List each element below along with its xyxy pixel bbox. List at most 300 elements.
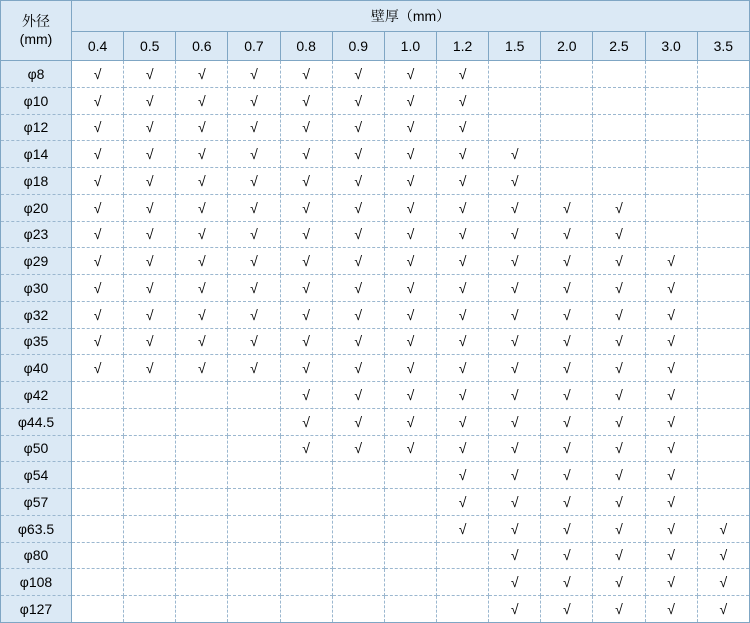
availability-cell-empty (384, 569, 436, 596)
check-icon: √ (667, 279, 675, 296)
row-header-diameter: φ42 (1, 382, 72, 409)
check-icon: √ (250, 119, 258, 136)
availability-cell-checked (280, 168, 332, 195)
availability-cell-empty (332, 462, 384, 489)
check-icon: √ (302, 199, 310, 216)
availability-cell-checked (541, 435, 593, 462)
availability-cell-checked (645, 596, 697, 623)
check-icon: √ (615, 333, 623, 350)
availability-cell-checked (228, 114, 280, 141)
availability-cell-checked (332, 194, 384, 221)
availability-cell-checked (697, 596, 749, 623)
availability-cell-checked (332, 141, 384, 168)
availability-cell-checked (645, 408, 697, 435)
availability-cell-checked (436, 114, 488, 141)
availability-cell-checked (541, 462, 593, 489)
availability-cell-checked (124, 301, 176, 328)
check-icon: √ (458, 146, 467, 163)
check-icon: √ (510, 440, 519, 457)
availability-cell-checked (332, 435, 384, 462)
availability-cell-checked (384, 355, 436, 382)
availability-cell-empty (228, 596, 280, 623)
check-icon: √ (354, 146, 363, 163)
check-icon: √ (615, 386, 623, 403)
row-header-diameter: φ10 (1, 87, 72, 114)
availability-cell-checked (489, 221, 541, 248)
availability-cell-checked (593, 248, 645, 275)
column-header-thickness: 3.5 (697, 32, 749, 61)
check-icon: √ (406, 172, 415, 189)
availability-cell-empty (72, 596, 124, 623)
check-icon: √ (354, 172, 363, 189)
table-row (1, 489, 750, 516)
check-icon: √ (667, 306, 675, 323)
availability-cell-checked (332, 61, 384, 88)
check-icon: √ (354, 199, 363, 216)
availability-cell-empty (384, 462, 436, 489)
column-header-thickness: 1.5 (489, 32, 541, 61)
availability-cell-empty (124, 596, 176, 623)
availability-cell-checked (280, 275, 332, 302)
column-header-thickness: 2.0 (541, 32, 593, 61)
row-header-diameter: φ23 (1, 221, 72, 248)
availability-cell-checked (593, 596, 645, 623)
row-header-diameter: φ40 (1, 355, 72, 382)
availability-cell-empty (280, 542, 332, 569)
check-icon: √ (145, 279, 154, 296)
check-icon: √ (302, 226, 310, 243)
availability-cell-empty (332, 515, 384, 542)
availability-cell-empty (697, 87, 749, 114)
availability-cell-checked (228, 141, 280, 168)
availability-cell-empty (228, 462, 280, 489)
check-icon: √ (458, 493, 467, 510)
availability-cell-checked (593, 221, 645, 248)
table-row (1, 328, 750, 355)
availability-cell-empty (697, 114, 749, 141)
availability-cell-checked (541, 489, 593, 516)
availability-cell-checked (280, 114, 332, 141)
availability-cell-checked (436, 515, 488, 542)
check-icon: √ (198, 92, 206, 109)
check-icon: √ (406, 65, 415, 82)
check-icon: √ (302, 306, 310, 323)
availability-cell-checked (280, 435, 332, 462)
availability-cell-checked (176, 275, 228, 302)
check-icon: √ (198, 253, 206, 270)
availability-cell-empty (645, 141, 697, 168)
availability-cell-empty (541, 87, 593, 114)
check-icon: √ (615, 547, 623, 564)
check-icon: √ (510, 226, 519, 243)
table-row (1, 462, 750, 489)
availability-cell-checked (124, 328, 176, 355)
check-icon: √ (250, 253, 258, 270)
table-row (1, 114, 750, 141)
check-icon: √ (406, 333, 415, 350)
availability-cell-checked (645, 382, 697, 409)
availability-cell-checked (384, 168, 436, 195)
availability-cell-checked (645, 301, 697, 328)
table-row (1, 141, 750, 168)
availability-cell-checked (384, 87, 436, 114)
check-icon: √ (510, 306, 519, 323)
check-icon: √ (354, 253, 363, 270)
availability-cell-checked (280, 141, 332, 168)
row-header-diameter: φ29 (1, 248, 72, 275)
availability-cell-checked (436, 275, 488, 302)
table-row (1, 435, 750, 462)
availability-cell-empty (593, 61, 645, 88)
row-header-diameter: φ54 (1, 462, 72, 489)
check-icon: √ (615, 467, 623, 484)
column-header-thickness: 0.6 (176, 32, 228, 61)
check-icon: √ (250, 306, 258, 323)
check-icon: √ (458, 386, 467, 403)
check-icon: √ (667, 253, 675, 270)
check-icon: √ (198, 65, 206, 82)
availability-cell-checked (228, 275, 280, 302)
row-header-diameter: φ108 (1, 569, 72, 596)
availability-cell-empty (124, 542, 176, 569)
check-icon: √ (615, 253, 623, 270)
availability-cell-checked (228, 87, 280, 114)
availability-cell-empty (72, 542, 124, 569)
availability-cell-checked (541, 382, 593, 409)
check-icon: √ (302, 279, 310, 296)
availability-cell-checked (280, 408, 332, 435)
availability-cell-checked (176, 328, 228, 355)
check-icon: √ (615, 199, 623, 216)
availability-cell-checked (645, 515, 697, 542)
availability-cell-checked (489, 435, 541, 462)
check-icon: √ (458, 253, 467, 270)
availability-cell-checked (72, 87, 124, 114)
availability-cell-empty (436, 596, 488, 623)
availability-cell-checked (280, 355, 332, 382)
availability-cell-empty (176, 382, 228, 409)
availability-cell-checked (72, 194, 124, 221)
availability-cell-empty (176, 408, 228, 435)
availability-cell-checked (124, 221, 176, 248)
availability-cell-checked (489, 382, 541, 409)
check-icon: √ (93, 253, 102, 270)
check-icon: √ (406, 360, 415, 377)
availability-cell-checked (332, 87, 384, 114)
availability-cell-checked (436, 194, 488, 221)
availability-cell-checked (645, 248, 697, 275)
check-icon: √ (562, 440, 571, 457)
row-header-diameter: φ12 (1, 114, 72, 141)
check-icon: √ (562, 574, 571, 591)
availability-cell-checked (280, 87, 332, 114)
availability-cell-empty (228, 489, 280, 516)
check-icon: √ (458, 520, 467, 537)
check-icon: √ (354, 360, 363, 377)
corner-header-line2: (mm) (19, 30, 53, 47)
availability-cell-checked (384, 194, 436, 221)
check-icon: √ (562, 493, 571, 510)
column-header-thickness: 0.9 (332, 32, 384, 61)
header-row-thickness (1, 32, 750, 61)
row-header-diameter: φ44.5 (1, 408, 72, 435)
check-icon: √ (198, 226, 206, 243)
check-icon: √ (93, 360, 102, 377)
availability-cell-empty (697, 221, 749, 248)
availability-cell-empty (124, 408, 176, 435)
availability-cell-checked (541, 248, 593, 275)
availability-cell-empty (541, 61, 593, 88)
check-icon: √ (458, 279, 467, 296)
availability-cell-checked (436, 435, 488, 462)
check-icon: √ (562, 199, 571, 216)
check-icon: √ (562, 306, 571, 323)
check-icon: √ (562, 601, 571, 617)
table-header (1, 1, 750, 61)
check-icon: √ (615, 360, 623, 377)
availability-cell-checked (489, 542, 541, 569)
availability-cell-empty (228, 435, 280, 462)
check-icon: √ (93, 146, 102, 163)
availability-cell-checked (541, 328, 593, 355)
availability-cell-empty (645, 87, 697, 114)
check-icon: √ (458, 413, 467, 430)
check-icon: √ (302, 119, 310, 136)
availability-cell-empty (332, 596, 384, 623)
check-icon: √ (93, 226, 102, 243)
availability-cell-checked (489, 328, 541, 355)
availability-cell-empty (697, 328, 749, 355)
check-icon: √ (510, 493, 519, 510)
availability-cell-checked (436, 141, 488, 168)
availability-cell-empty (593, 168, 645, 195)
availability-cell-checked (176, 114, 228, 141)
check-icon: √ (458, 360, 467, 377)
table-row (1, 61, 750, 88)
row-header-diameter: φ20 (1, 194, 72, 221)
availability-cell-checked (384, 328, 436, 355)
check-icon: √ (302, 440, 310, 457)
availability-cell-checked (489, 301, 541, 328)
availability-cell-checked (176, 221, 228, 248)
check-icon: √ (250, 360, 258, 377)
availability-cell-checked (384, 408, 436, 435)
check-icon: √ (615, 226, 623, 243)
availability-cell-checked (384, 61, 436, 88)
row-header-diameter: φ18 (1, 168, 72, 195)
check-icon: √ (406, 306, 415, 323)
availability-cell-checked (593, 194, 645, 221)
availability-cell-empty (645, 194, 697, 221)
check-icon: √ (145, 92, 154, 109)
check-icon: √ (510, 574, 519, 591)
check-icon: √ (354, 226, 363, 243)
availability-cell-checked (593, 301, 645, 328)
row-header-diameter: φ80 (1, 542, 72, 569)
check-icon: √ (615, 601, 623, 617)
check-icon: √ (562, 520, 571, 537)
availability-cell-checked (489, 355, 541, 382)
check-icon: √ (615, 493, 623, 510)
check-icon: √ (250, 146, 258, 163)
availability-cell-empty (176, 462, 228, 489)
availability-cell-checked (645, 355, 697, 382)
check-icon: √ (458, 306, 467, 323)
check-icon: √ (145, 172, 154, 189)
availability-cell-checked (489, 489, 541, 516)
check-icon: √ (198, 279, 206, 296)
check-icon: √ (145, 65, 154, 82)
availability-cell-empty (697, 194, 749, 221)
availability-cell-checked (541, 569, 593, 596)
availability-cell-checked (593, 382, 645, 409)
check-icon: √ (510, 279, 519, 296)
check-icon: √ (667, 413, 675, 430)
availability-cell-checked (645, 489, 697, 516)
check-icon: √ (250, 226, 258, 243)
check-icon: √ (93, 92, 102, 109)
check-icon: √ (302, 253, 310, 270)
check-icon: √ (354, 119, 363, 136)
availability-cell-empty (228, 382, 280, 409)
check-icon: √ (458, 467, 467, 484)
availability-cell-checked (384, 221, 436, 248)
availability-cell-checked (436, 462, 488, 489)
availability-cell-checked (593, 275, 645, 302)
availability-cell-empty (697, 141, 749, 168)
corner-header-line1: 外径 (22, 13, 50, 29)
availability-cell-empty (72, 515, 124, 542)
availability-cell-checked (593, 515, 645, 542)
availability-cell-checked (228, 355, 280, 382)
table-row (1, 221, 750, 248)
availability-cell-empty (436, 542, 488, 569)
check-icon: √ (510, 172, 519, 189)
availability-cell-empty (332, 489, 384, 516)
column-header-thickness: 0.8 (280, 32, 332, 61)
availability-cell-empty (228, 542, 280, 569)
availability-cell-checked (280, 382, 332, 409)
check-icon: √ (510, 413, 519, 430)
availability-cell-checked (124, 87, 176, 114)
check-icon: √ (354, 65, 363, 82)
column-header-thickness: 2.5 (593, 32, 645, 61)
availability-cell-empty (541, 141, 593, 168)
availability-cell-checked (489, 408, 541, 435)
check-icon: √ (510, 253, 519, 270)
check-icon: √ (93, 333, 102, 350)
availability-cell-checked (72, 114, 124, 141)
availability-cell-checked (384, 114, 436, 141)
check-icon: √ (667, 386, 675, 403)
availability-cell-empty (593, 87, 645, 114)
availability-cell-checked (280, 61, 332, 88)
availability-cell-empty (124, 462, 176, 489)
check-icon: √ (406, 440, 415, 457)
availability-cell-empty (697, 382, 749, 409)
availability-cell-checked (72, 141, 124, 168)
availability-cell-empty (436, 569, 488, 596)
check-icon: √ (458, 440, 467, 457)
availability-cell-checked (541, 355, 593, 382)
availability-cell-checked (697, 569, 749, 596)
table-row (1, 194, 750, 221)
availability-cell-checked (697, 515, 749, 542)
check-icon: √ (510, 386, 519, 403)
availability-cell-checked (436, 382, 488, 409)
check-icon: √ (562, 413, 571, 430)
availability-cell-checked (645, 569, 697, 596)
availability-cell-checked (228, 301, 280, 328)
availability-cell-empty (697, 489, 749, 516)
check-icon: √ (198, 333, 206, 350)
availability-cell-empty (697, 61, 749, 88)
table-row (1, 408, 750, 435)
availability-cell-empty (72, 462, 124, 489)
availability-cell-checked (124, 61, 176, 88)
availability-cell-checked (332, 275, 384, 302)
check-icon: √ (667, 493, 675, 510)
availability-cell-checked (176, 301, 228, 328)
availability-cell-empty (280, 489, 332, 516)
check-icon: √ (250, 333, 258, 350)
availability-cell-checked (489, 462, 541, 489)
availability-cell-checked (72, 328, 124, 355)
availability-cell-empty (697, 435, 749, 462)
check-icon: √ (302, 333, 310, 350)
availability-cell-checked (384, 382, 436, 409)
check-icon: √ (198, 199, 206, 216)
table-row (1, 515, 750, 542)
availability-cell-checked (228, 194, 280, 221)
availability-cell-checked (436, 87, 488, 114)
availability-cell-empty (593, 141, 645, 168)
availability-cell-checked (124, 168, 176, 195)
check-icon: √ (667, 467, 675, 484)
availability-cell-checked (332, 408, 384, 435)
availability-cell-empty (697, 355, 749, 382)
check-icon: √ (510, 601, 519, 617)
availability-cell-empty (72, 489, 124, 516)
availability-cell-empty (384, 596, 436, 623)
availability-cell-checked (280, 194, 332, 221)
availability-cell-empty (280, 462, 332, 489)
check-icon: √ (510, 520, 519, 537)
availability-cell-checked (436, 328, 488, 355)
availability-cell-empty (124, 569, 176, 596)
check-icon: √ (406, 386, 415, 403)
check-icon: √ (667, 520, 675, 537)
availability-cell-empty (176, 596, 228, 623)
availability-cell-empty (72, 435, 124, 462)
availability-cell-checked (332, 382, 384, 409)
check-icon: √ (406, 199, 415, 216)
availability-cell-checked (436, 355, 488, 382)
availability-cell-checked (593, 355, 645, 382)
availability-cell-checked (228, 61, 280, 88)
check-icon: √ (406, 92, 415, 109)
check-icon: √ (562, 333, 571, 350)
availability-cell-empty (176, 542, 228, 569)
availability-cell-checked (489, 596, 541, 623)
row-header-diameter: φ32 (1, 301, 72, 328)
availability-cell-checked (436, 301, 488, 328)
check-icon: √ (302, 360, 310, 377)
check-icon: √ (667, 333, 675, 350)
row-header-diameter: φ8 (1, 61, 72, 88)
availability-cell-checked (228, 248, 280, 275)
availability-cell-empty (176, 515, 228, 542)
